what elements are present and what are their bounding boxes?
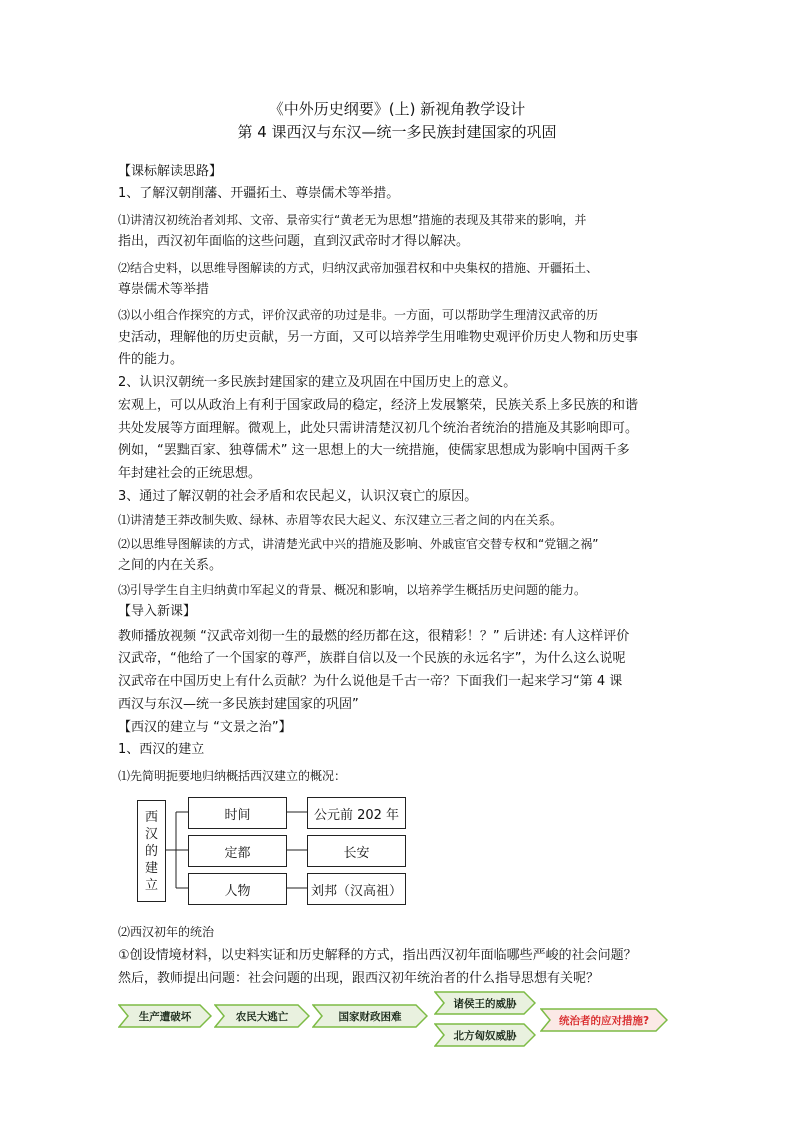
text-line: 尊崇儒术等举措 [118,282,210,297]
root-char: 西 [144,809,158,825]
text-line: ⑴讲清汉初统治者刘邦、文帝、景帝实行“黄老无为思想”措施的表现及其带来的影响，并 [118,213,587,227]
mindmap-key-time: 时间 [188,797,287,829]
text-line: ⑶引导学生自主归纳黄巾军起义的背景、概况和影响，以培养学生概括历史问题的能力。 [118,583,587,597]
mindmap-root [137,800,166,902]
text-line: 例如，“罢黜百家、独尊儒术” 这一思想上的大一统措施，使儒家思想成为影响中国两千多 [118,443,630,458]
text-line: ⑵以思维导图解读的方式，讲清楚光武中兴的措施及影响、外戚宦官交替专权和“党锢之祸” [118,537,599,551]
root-char: 的 [144,843,158,859]
text-line: 3、通过了解汉朝的社会矛盾和农民起义，认识汉衰亡的原因。 [118,489,478,504]
text-line: 【导入新课】 [118,604,197,619]
text-line: 1、西汉的建立 [118,742,205,757]
text-line: 汉武帝在中国历史上有什么贡献？为什么说他是千古一帝？下面我们一起来学习“第 4 课 [118,674,623,689]
text-line: 之间的内在关系。 [118,558,223,573]
flow-threat: 北方匈奴威胁 [434,1023,536,1047]
flow-threat: 诸侯王的威胁 [434,991,536,1015]
text-line: 2、认识汉朝统一多民族封建国家的建立及巩固在中国历史上的意义。 [118,375,517,390]
root-char: 汉 [144,826,158,842]
text-line: 指出，西汉初年面临的这些问题，直到汉武帝时才得以解决。 [118,234,470,249]
flow-step: 农民大逃亡 [214,1004,310,1028]
doc-title: 《中外历史纲要》(上) 新视角教学设计 [268,100,526,118]
root-char: 建 [144,860,158,876]
text-line: 1、了解汉朝削藩、开疆拓土、尊崇儒术等举措。 [118,186,400,201]
root-char: 立 [144,877,158,893]
mindmap-value-capital: 长安 [307,835,406,867]
text-line: ①创设情境材料，以史料实证和历史解释的方式，指出西汉初年面临哪些严峻的社会问题？ [118,948,637,963]
text-line: 宏观上，可以从政治上有利于国家政局的稳定，经济上发展繁荣，民族关系上多民族的和谐 [118,398,639,413]
text-line: 【课标解读思路】 [118,164,223,179]
text-line: 汉武帝，“他给了一个国家的尊严，族群自信以及一个民族的永远名字”，为什么这么说呢 [118,651,626,666]
text-line: 史活动，理解他的历史贡献，另一方面，又可以培养学生用唯物史观评价历史人物和历史事 [118,330,639,345]
text-line: ⑶以小组合作探究的方式，评价汉武帝的功过是非。一方面，可以帮助学生理清汉武帝的历 [118,308,599,322]
text-line: ⑵西汉初年的统治 [118,925,215,939]
mindmap-key-capital: 定都 [188,835,287,867]
text-line: ⑴讲清楚王莽改制失败、绿林、赤眉等农民大起义、东汉建立三者之间的内在关系。 [118,513,563,527]
mindmap-value-person: 刘邦（汉高祖） [307,873,406,905]
text-line: 然后，教师提出问题：社会问题的出现，跟西汉初年统治者的什么指导思想有关呢？ [118,971,600,986]
text-line: 教师播放视频 “汉武帝刘彻一生的最燃的经历都在这，很精彩！？” 后讲述: 有人这样评价 [118,629,630,644]
flow-question: 统治者的应对措施? [540,1008,668,1032]
flow-step: 国家财政困难 [312,1004,428,1028]
text-line: 件的能力。 [118,352,184,367]
text-line: ⑵结合史料，以思维导图解读的方式，归纳汉武帝加强君权和中央集权的措施、开疆拓土、 [118,261,599,275]
text-line: ⑴先简明扼要地归纳概括西汉建立的概况： [118,769,347,783]
flow-step: 生产遭破坏 [118,1004,212,1028]
text-line: 西汉与东汉—统一多民族封建国家的巩固” [118,697,359,712]
text-line: 共处发展等方面理解。微观上，此处只需讲清楚汉初几个统治者统治的措施及其影响即可。 [118,421,639,436]
mindmap-value-time: 公元前 202 年 [307,797,406,829]
text-line: 年封建社会的正统思想。 [118,466,262,481]
mindmap-key-person: 人物 [188,873,287,905]
text-line: 【西汉的建立与 “文景之治”】 [118,720,292,735]
lesson-title: 第 4 课西汉与东汉—统一多民族封建国家的巩固 [237,123,557,141]
